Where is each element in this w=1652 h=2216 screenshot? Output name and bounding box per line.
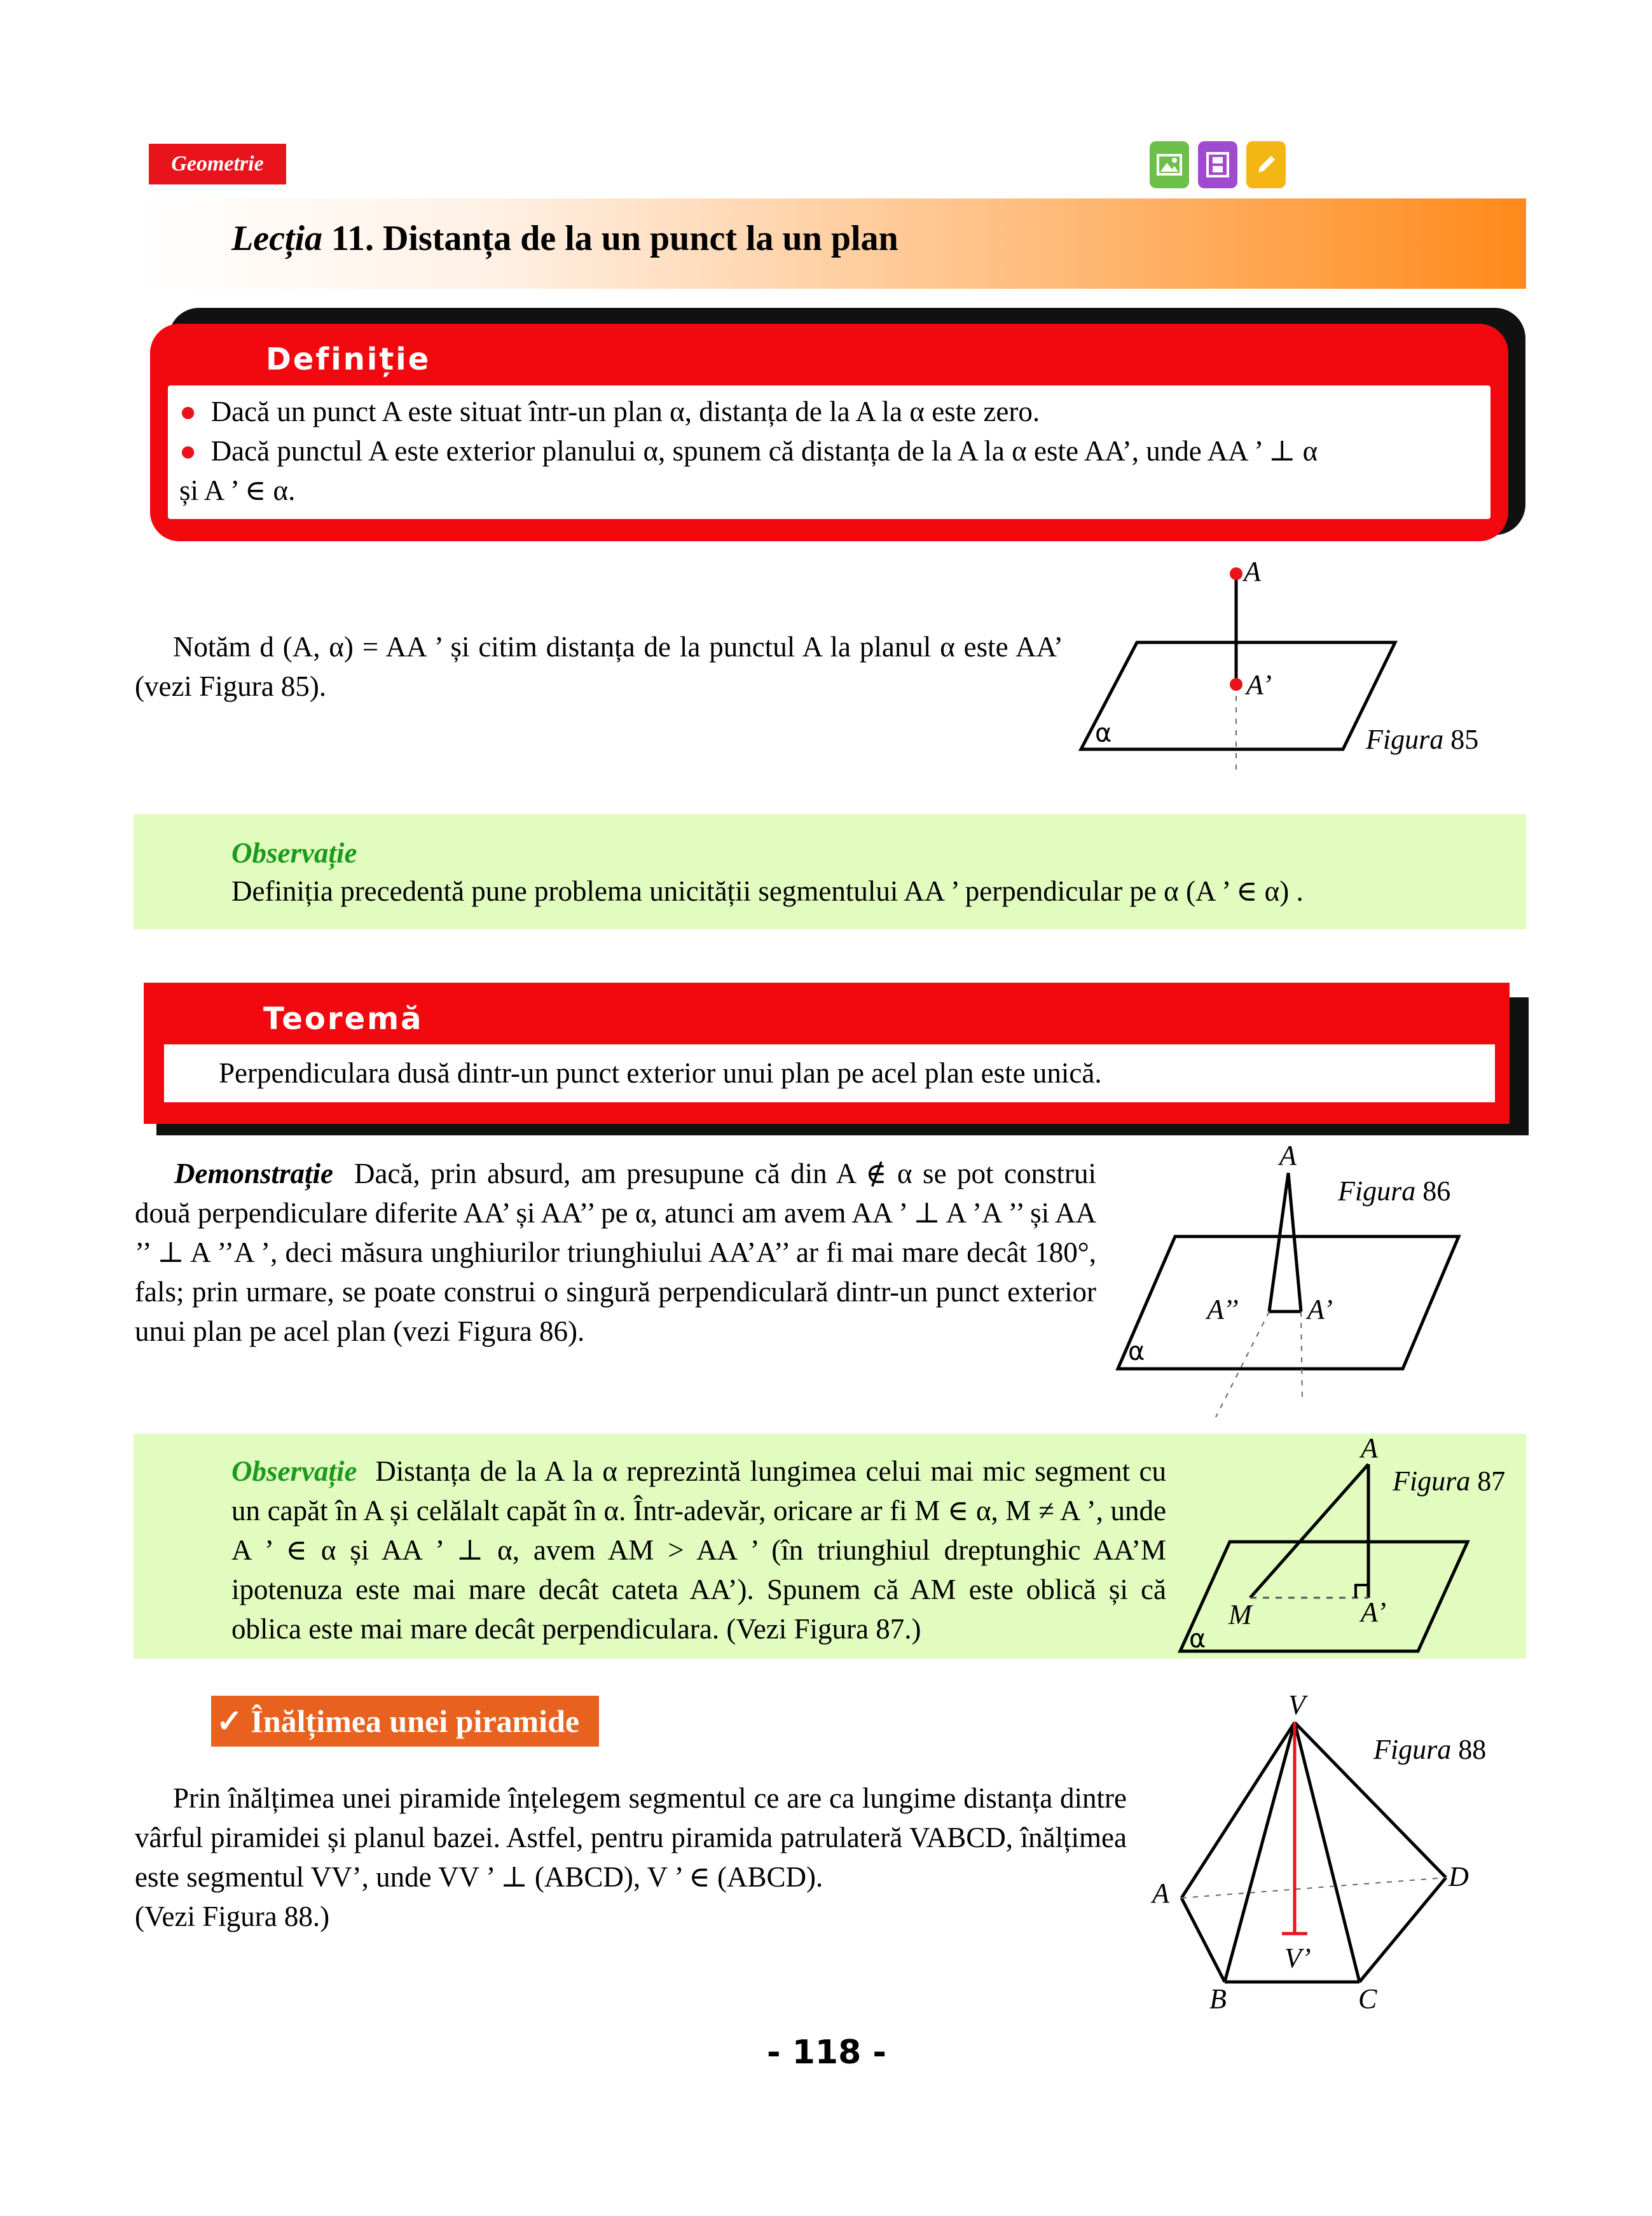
- theorem-text: Perpendiculara dusă dintr-un punct exterior unui plan pe acel plan este unică.: [219, 1057, 1102, 1089]
- observation-2-text: Distanța de la A la α reprezintă lungimea celui mai mic segment cu un capăt în A și celălalt capăt în α. Într-adevăr, oricare ar fi M ∈ α, M ≠ A ’, unde A ’ ∈ α și AA ’ ⊥ α, avem AM > AA ’ (în triunghiul dreptunghic AA’M ipotenuza este mai mare decât cateta AA’). Spunem că AM este oblică și că oblica este mai mare decât perpendiculara. (Vezi Figura 87.): [231, 1455, 1166, 1645]
- page-number: - 118 -: [767, 2033, 886, 2072]
- fig87-label-plane: α: [1189, 1624, 1206, 1654]
- definition-bullet-2-cont: și A ’ ∈ α.: [179, 474, 296, 506]
- notation-paragraph: Notăm d (A, α) = AA ’ și citim distanța de la punctul A la planul α este AA’ (vezi Figura 85).: [135, 631, 1063, 702]
- observation-1-heading: Observație: [231, 837, 357, 869]
- observation-1-text: Definiția precedentă pune problema unicității segmentului AA ’ perpendicular pe α (A ’ ∈ α) .: [231, 875, 1304, 907]
- fig88-label-v-prime: V’: [1284, 1942, 1311, 1974]
- definition-bullet-2: ● Dacă punctul A este exterior planului α, spunem că distanța de la A la α este AA’, unde AA ’ ⊥ α: [179, 435, 1318, 467]
- fig86-label-a1: A’: [1307, 1294, 1333, 1325]
- fig88-label-c: C: [1358, 1983, 1377, 2014]
- subject-tag: Geometrie: [149, 144, 286, 184]
- pyramid-section-heading: ✓ Înălțimea unei piramide: [211, 1696, 599, 1747]
- fig85-label-a: A: [1244, 556, 1261, 587]
- definition-bullet-1: ● Dacă un punct A este situat într-un plan α, distanța de la A la α este zero.: [179, 396, 1040, 427]
- fig87-label-a1: A’: [1361, 1596, 1386, 1628]
- figure-87-caption: Figura 87: [1393, 1465, 1506, 1497]
- fig86-label-a: A: [1279, 1140, 1297, 1171]
- pyramid-paragraph: Prin înălțimea unei piramide înțelegem segmentul ce are ca lungime distanța dintre vârful piramidei și planul bazei. Astfel, pentru piramida patrulateră VABCD, înălțimea este segmentul VV’, unde VV ’ ⊥ (ABCD), V ’ ∈ (ABCD).: [135, 1782, 1127, 1893]
- definition-heading: Definiție: [266, 342, 431, 377]
- figure-85-caption: Figura 85: [1366, 724, 1479, 755]
- pyramid-paragraph-cont: (Vezi Figura 88.): [135, 1901, 330, 1932]
- fig88-label-v: V: [1288, 1689, 1305, 1721]
- observation-2-heading: Observație: [231, 1455, 357, 1487]
- lesson-title-text: 11. Distanța de la un punct la un plan: [331, 219, 898, 258]
- fig88-label-a: A: [1152, 1878, 1169, 1909]
- proof-heading: Demonstrație: [174, 1158, 334, 1189]
- fig88-label-b: B: [1209, 1983, 1227, 2014]
- lesson-word: Lecția: [231, 219, 323, 258]
- fig87-label-a: A: [1361, 1432, 1378, 1464]
- figure-86-caption: Figura 86: [1338, 1175, 1451, 1207]
- figure-88-caption: Figura 88: [1373, 1734, 1487, 1765]
- fig85-label-a-prime: A’: [1246, 669, 1272, 700]
- fig86-label-a2: A’’: [1207, 1294, 1239, 1325]
- fig85-label-plane: α: [1095, 719, 1112, 748]
- fig87-label-m: M: [1229, 1599, 1252, 1630]
- proof-text: Dacă, prin absurd, am presupune că din A ∉ α se pot construi două perpendiculare diferite AA’ și AA’’ pe α, atunci am avem AA ’ ⊥ A ’A ’’ și AA ’’ ⊥ A ’’A ’, deci măsura unghiurilor triunghiului AA’A’’ ar fi mai mare decât 180°, fals; prin urmare, se poate construi o singură perpendiculară dintr-un punct exterior unui plan pe acel plan (vezi Figura 86).: [135, 1158, 1096, 1347]
- theorem-heading: Teoremă: [263, 1001, 423, 1037]
- fig86-label-plane: α: [1128, 1337, 1145, 1366]
- fig88-label-d: D: [1449, 1861, 1469, 1892]
